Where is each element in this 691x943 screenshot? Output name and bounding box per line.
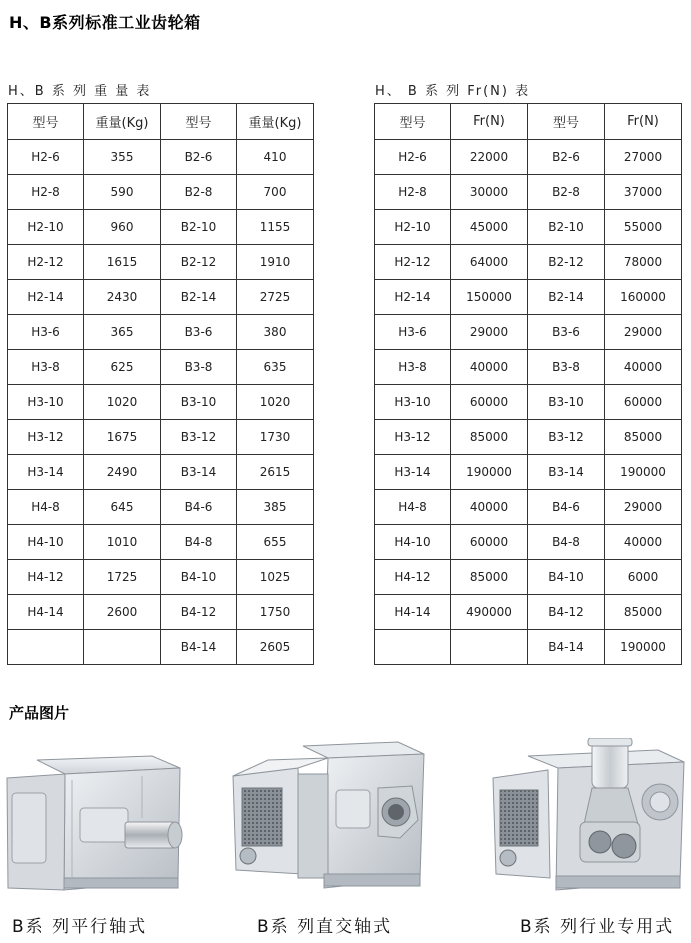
fr-table xyxy=(374,103,682,665)
model-cell: H3-14 xyxy=(375,455,451,490)
fr-cell: 27000 xyxy=(605,140,682,175)
parallel-shaft-gearbox-icon xyxy=(2,738,192,903)
fr-cell: 190000 xyxy=(605,630,682,665)
fr-cell xyxy=(451,630,528,665)
model-cell: H3-12 xyxy=(8,420,84,455)
weight-table xyxy=(7,103,314,665)
fr-cell: 6000 xyxy=(605,560,682,595)
model-cell: B3-14 xyxy=(161,455,237,490)
fr-cell: 85000 xyxy=(451,420,528,455)
model-cell: H2-14 xyxy=(375,280,451,315)
weight-cell: 590 xyxy=(84,175,161,210)
fr-cell: 29000 xyxy=(605,315,682,350)
fr-cell: 60000 xyxy=(451,385,528,420)
model-cell: B4-6 xyxy=(161,490,237,525)
table-row xyxy=(375,595,682,630)
weight-cell: 2725 xyxy=(237,280,314,315)
weight-cell: 625 xyxy=(84,350,161,385)
weight-cell: 1675 xyxy=(84,420,161,455)
model-cell: H2-6 xyxy=(8,140,84,175)
table-row xyxy=(375,315,682,350)
fr-cell: 40000 xyxy=(451,490,528,525)
weight-cell: 2605 xyxy=(237,630,314,665)
table-row xyxy=(375,525,682,560)
table-row xyxy=(8,245,314,280)
weight-cell: 1730 xyxy=(237,420,314,455)
model-cell: B4-8 xyxy=(161,525,237,560)
weight-cell: 1910 xyxy=(237,245,314,280)
fr-cell: 40000 xyxy=(605,350,682,385)
weight-cell: 355 xyxy=(84,140,161,175)
model-cell: H3-8 xyxy=(8,350,84,385)
header-cell-fr: Fr(N) xyxy=(451,104,528,140)
product-caption-parallel: B系 列平行轴式 xyxy=(12,917,148,937)
table-row xyxy=(375,455,682,490)
weight-cell: 700 xyxy=(237,175,314,210)
model-cell: H4-12 xyxy=(375,560,451,595)
model-cell: B3-6 xyxy=(161,315,237,350)
model-cell: B4-10 xyxy=(161,560,237,595)
table-row xyxy=(8,595,314,630)
model-cell: H3-10 xyxy=(8,385,84,420)
table-row xyxy=(375,245,682,280)
model-cell: H4-12 xyxy=(8,560,84,595)
weight-cell: 1020 xyxy=(84,385,161,420)
table-row xyxy=(375,140,682,175)
weight-cell: 1020 xyxy=(237,385,314,420)
model-cell: B2-8 xyxy=(161,175,237,210)
model-cell: B3-14 xyxy=(528,455,605,490)
fr-cell: 29000 xyxy=(451,315,528,350)
fr-table-header xyxy=(375,104,682,140)
header-cell-fr: Fr(N) xyxy=(605,104,682,140)
weight-cell: 645 xyxy=(84,490,161,525)
model-cell: H2-10 xyxy=(8,210,84,245)
table-row xyxy=(8,455,314,490)
weight-table-body xyxy=(8,140,314,665)
header-cell-model: 型号 xyxy=(375,104,451,140)
model-cell: B2-8 xyxy=(528,175,605,210)
page-title: H、B系列标准工业齿轮箱 xyxy=(9,13,201,32)
fr-cell: 55000 xyxy=(605,210,682,245)
model-cell: H2-12 xyxy=(375,245,451,280)
weight-cell: 365 xyxy=(84,315,161,350)
industrial-gearbox-motor-icon xyxy=(488,738,688,903)
model-cell: B3-8 xyxy=(161,350,237,385)
model-cell: B3-10 xyxy=(161,385,237,420)
model-cell: H3-10 xyxy=(375,385,451,420)
weight-cell: 960 xyxy=(84,210,161,245)
fr-cell: 29000 xyxy=(605,490,682,525)
model-cell: H3-14 xyxy=(8,455,84,490)
weight-cell: 385 xyxy=(237,490,314,525)
model-cell: B4-12 xyxy=(161,595,237,630)
fr-cell: 190000 xyxy=(605,455,682,490)
fr-table-header-row xyxy=(375,104,682,140)
table-row xyxy=(8,350,314,385)
model-cell: H4-10 xyxy=(375,525,451,560)
fr-cell: 30000 xyxy=(451,175,528,210)
weight-cell xyxy=(84,630,161,665)
weight-cell: 1615 xyxy=(84,245,161,280)
table-row xyxy=(8,385,314,420)
model-cell xyxy=(375,630,451,665)
weight-cell: 2430 xyxy=(84,280,161,315)
table-row xyxy=(8,140,314,175)
model-cell: H3-6 xyxy=(375,315,451,350)
weight-cell: 1010 xyxy=(84,525,161,560)
header-cell-weight: 重量(Kg) xyxy=(84,104,161,140)
fr-table-caption: H、 B 系 列 Fr(N) 表 xyxy=(375,84,531,99)
fr-cell: 85000 xyxy=(605,595,682,630)
header-cell-weight: 重量(Kg) xyxy=(237,104,314,140)
fr-cell: 40000 xyxy=(451,350,528,385)
model-cell: H3-6 xyxy=(8,315,84,350)
table-row xyxy=(8,210,314,245)
model-cell: B4-6 xyxy=(528,490,605,525)
model-cell: B2-14 xyxy=(161,280,237,315)
model-cell: B4-14 xyxy=(161,630,237,665)
table-row xyxy=(375,385,682,420)
model-cell: B4-14 xyxy=(528,630,605,665)
table-row xyxy=(8,560,314,595)
model-cell: B2-14 xyxy=(528,280,605,315)
model-cell: B4-8 xyxy=(528,525,605,560)
model-cell: H4-8 xyxy=(8,490,84,525)
model-cell: B2-12 xyxy=(528,245,605,280)
weight-cell: 410 xyxy=(237,140,314,175)
fr-cell: 85000 xyxy=(451,560,528,595)
weight-table-header xyxy=(8,104,314,140)
model-cell: B2-10 xyxy=(528,210,605,245)
table-row xyxy=(375,560,682,595)
model-cell: H4-10 xyxy=(8,525,84,560)
model-cell: H2-6 xyxy=(375,140,451,175)
model-cell: H3-12 xyxy=(375,420,451,455)
model-cell: H4-14 xyxy=(8,595,84,630)
model-cell: B2-6 xyxy=(161,140,237,175)
model-cell: H4-8 xyxy=(375,490,451,525)
weight-cell: 2600 xyxy=(84,595,161,630)
fr-table-body xyxy=(375,140,682,665)
weight-cell: 635 xyxy=(237,350,314,385)
model-cell: B3-8 xyxy=(528,350,605,385)
weight-cell: 2490 xyxy=(84,455,161,490)
weight-cell: 2615 xyxy=(237,455,314,490)
model-cell: B2-12 xyxy=(161,245,237,280)
model-cell: B2-6 xyxy=(528,140,605,175)
table-row xyxy=(8,490,314,525)
model-cell: B2-10 xyxy=(161,210,237,245)
table-row xyxy=(8,420,314,455)
table-row xyxy=(8,630,314,665)
weight-cell: 1750 xyxy=(237,595,314,630)
model-cell: H4-14 xyxy=(375,595,451,630)
weight-cell: 380 xyxy=(237,315,314,350)
model-cell: H2-12 xyxy=(8,245,84,280)
weight-table-header-row xyxy=(8,104,314,140)
model-cell: B3-12 xyxy=(528,420,605,455)
fr-cell: 60000 xyxy=(451,525,528,560)
table-row xyxy=(8,280,314,315)
product-caption-industrial: B系 列行业专用式 xyxy=(520,917,675,937)
weight-table-caption: H、B 系 列 重 量 表 xyxy=(8,84,152,99)
table-row xyxy=(8,175,314,210)
product-caption-right-angle: B系 列直交轴式 xyxy=(257,917,393,937)
weight-cell: 1155 xyxy=(237,210,314,245)
model-cell: B4-12 xyxy=(528,595,605,630)
model-cell: H2-8 xyxy=(375,175,451,210)
header-cell-model: 型号 xyxy=(161,104,237,140)
fr-cell: 160000 xyxy=(605,280,682,315)
table-row xyxy=(375,420,682,455)
fr-cell: 78000 xyxy=(605,245,682,280)
table-row xyxy=(375,490,682,525)
fr-cell: 85000 xyxy=(605,420,682,455)
model-cell: H2-10 xyxy=(375,210,451,245)
fr-cell: 45000 xyxy=(451,210,528,245)
fr-cell: 150000 xyxy=(451,280,528,315)
weight-cell: 1025 xyxy=(237,560,314,595)
fr-cell: 60000 xyxy=(605,385,682,420)
header-cell-model: 型号 xyxy=(528,104,605,140)
table-row xyxy=(8,525,314,560)
model-cell xyxy=(8,630,84,665)
model-cell: B4-10 xyxy=(528,560,605,595)
fr-cell: 64000 xyxy=(451,245,528,280)
model-cell: B3-6 xyxy=(528,315,605,350)
table-row xyxy=(375,175,682,210)
fr-cell: 22000 xyxy=(451,140,528,175)
model-cell: B3-12 xyxy=(161,420,237,455)
model-cell: H3-8 xyxy=(375,350,451,385)
header-cell-model: 型号 xyxy=(8,104,84,140)
weight-cell: 655 xyxy=(237,525,314,560)
table-row xyxy=(375,280,682,315)
model-cell: H2-14 xyxy=(8,280,84,315)
fr-cell: 190000 xyxy=(451,455,528,490)
model-cell: B3-10 xyxy=(528,385,605,420)
products-section-title: 产品图片 xyxy=(9,704,70,722)
right-angle-gearbox-icon xyxy=(228,738,428,903)
fr-cell: 37000 xyxy=(605,175,682,210)
fr-cell: 40000 xyxy=(605,525,682,560)
model-cell: H2-8 xyxy=(8,175,84,210)
table-row xyxy=(375,210,682,245)
fr-cell: 490000 xyxy=(451,595,528,630)
table-row xyxy=(375,630,682,665)
table-row xyxy=(375,350,682,385)
weight-cell: 1725 xyxy=(84,560,161,595)
table-row xyxy=(8,315,314,350)
